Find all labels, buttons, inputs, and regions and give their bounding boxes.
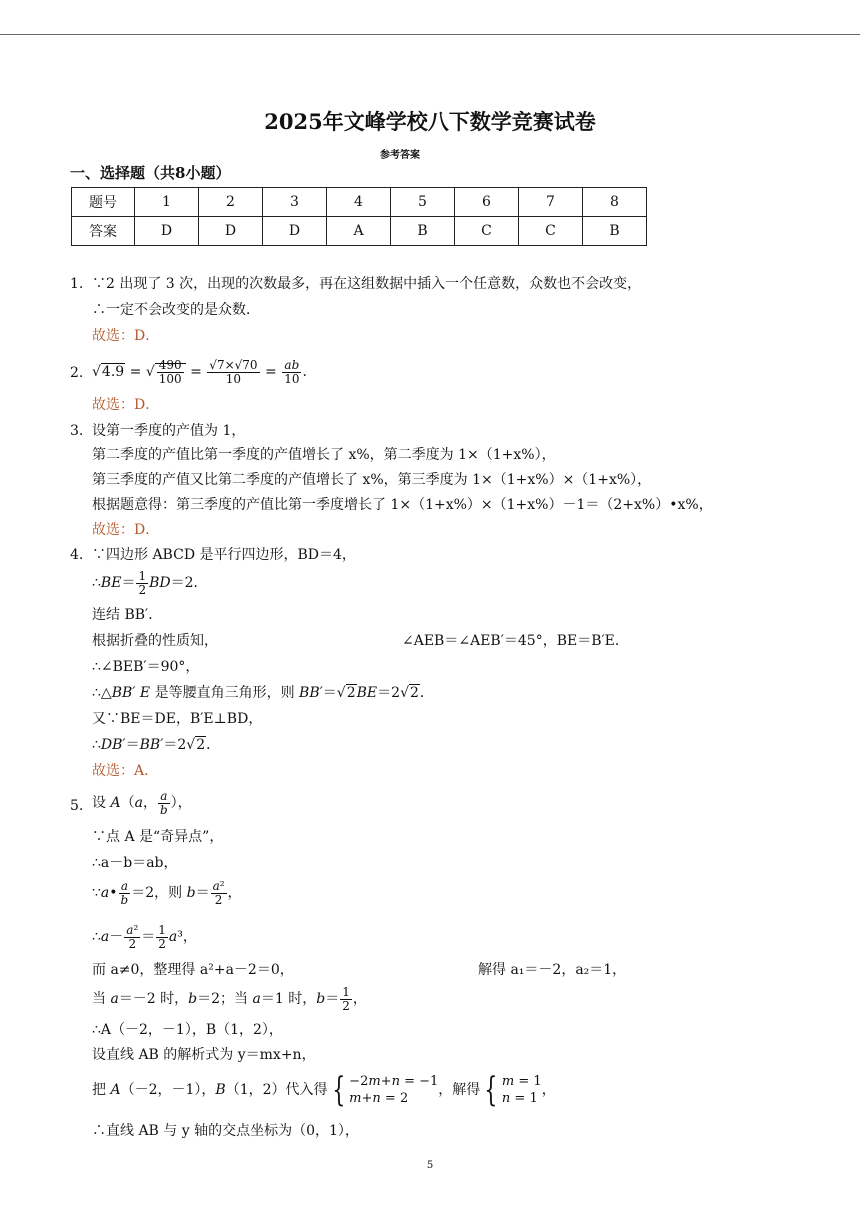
solution-text: 而 a≠0，整理得 a²+a－2＝0， [92,962,294,978]
solution-number: 3. [70,423,84,439]
section-heading: 一、选择题（共8小题） [70,164,231,182]
answer-choice: 故选：D． [92,328,160,344]
solution-formula: ∴a－ $\frac{\text{a²}}{2}$ ＝ $\frac{1}{2}$ a³， [92,922,197,951]
solution-text: 又∵BE＝DE，B′E⊥BD， [92,711,263,727]
table-cell: 6 [455,188,519,217]
answer-choice: 故选：D． [92,397,160,413]
table-cell: D [263,217,327,246]
solution-number: 2. [70,365,84,381]
table-cell: C [455,217,519,246]
solution-text: ∠AEB＝∠AEB′＝45°，BE＝B′E． [402,633,629,649]
table-cell: D [199,217,263,246]
answer-choice: 故选：A． [92,763,159,779]
solution-formula: ∴BE＝ $\frac{1}{2}$ BD＝2． [92,568,208,597]
table-cell: C [519,217,583,246]
table-cell: 8 [583,188,647,217]
solution-formula: 把 A（－2，－1），B（1，2）代入得 { −2m+n = −1 m+n = 2，解得 { m = 1 n = 1， [92,1070,556,1110]
solution-text: ∵四边形 ABCD 是平行四边形，BD＝4， [92,547,356,563]
table-header-cell: 题号 [72,188,135,217]
solution-formula: ∴DB′＝BB′＝2√2． [92,737,221,753]
page-title: 2025年文峰学校八下数学竞赛试卷 [264,109,596,134]
solution-text: ∴A（－2，－1），B（1，2）， [92,1022,283,1038]
solution-text: ∴∠BEB′＝90°， [92,659,200,675]
solution-text: 解得 a₁＝－2，a₂＝1， [478,962,627,978]
solution-formula: ∴△BB′ E 是等腰直角三角形，则 BB′＝√2BE＝2√2． [92,685,434,701]
solution-text: 设第一季度的产值为 1， [92,423,246,439]
table-cell: A [327,217,391,246]
table-cell: 4 [327,188,391,217]
page-subtitle: 参考答案 [380,150,420,161]
solution-text: ∴一定不会改变的是众数． [92,302,260,318]
solution-text: ∵2 出现了 3 次，出现的次数最多，再在这组数据中插入一个任意数，众数也不会改变， [92,276,642,292]
solution-formula: 当 a＝－2 时，b＝2；当 a＝1 时，b＝ $\frac{1}{2}$ ， [92,984,367,1013]
solution-text: ∵点 A 是“奇异点”， [92,829,224,845]
solution-text: 根据折叠的性质知， [92,633,218,649]
table-cell: D [135,217,199,246]
table-cell: B [583,217,647,246]
table-cell: 1 [135,188,199,217]
table-cell: 7 [519,188,583,217]
solution-text: 连结 BB′． [92,607,163,623]
answer-choice: 故选：D． [92,522,160,538]
solution-text: ∴直线 AB 与 y 轴的交点坐标为（0，1）， [92,1123,359,1139]
solution-text: 根据题意得：第三季度的产值比第一季度增长了 1×（1+x%）×（1+x%）－1＝（2+x%）•x%， [92,497,713,513]
solution-formula: 设 A（a， $\frac{a}{b}$ ）， [92,788,192,817]
solution-text: 第三季度的产值又比第二季度的产值增长了 x%，第三季度为 1×（1+x%）×（1+x%）， [92,472,652,488]
solution-number: 4. [70,547,84,563]
table-cell: 3 [263,188,327,217]
solution-text: 第二季度的产值比第一季度的产值增长了 x%，第二季度为 1×（1+x%）， [92,447,556,463]
solution-formula: ∵a• $\frac{a}{b}$ ＝2，则 b＝ $\frac{\text{a²}}{2}$ ， [92,878,242,907]
solution-number: 1. [70,276,84,292]
solution-number: 5. [70,798,84,814]
solution-formula: √4.9 = √ $\frac{490}{100}$ = $\frac{√7\times√70}{10}$ = $\frac{ab}{10}$ . [92,357,307,386]
solution-text: 设直线 AB 的解析式为 y＝mx+n， [92,1047,316,1063]
table-cell: B [391,217,455,246]
table-cell: 5 [391,188,455,217]
solution-text: ∴a－b＝ab， [92,855,178,871]
table-header-cell: 答案 [72,217,135,246]
page-number: 5 [426,1160,434,1171]
table-cell: 2 [199,188,263,217]
